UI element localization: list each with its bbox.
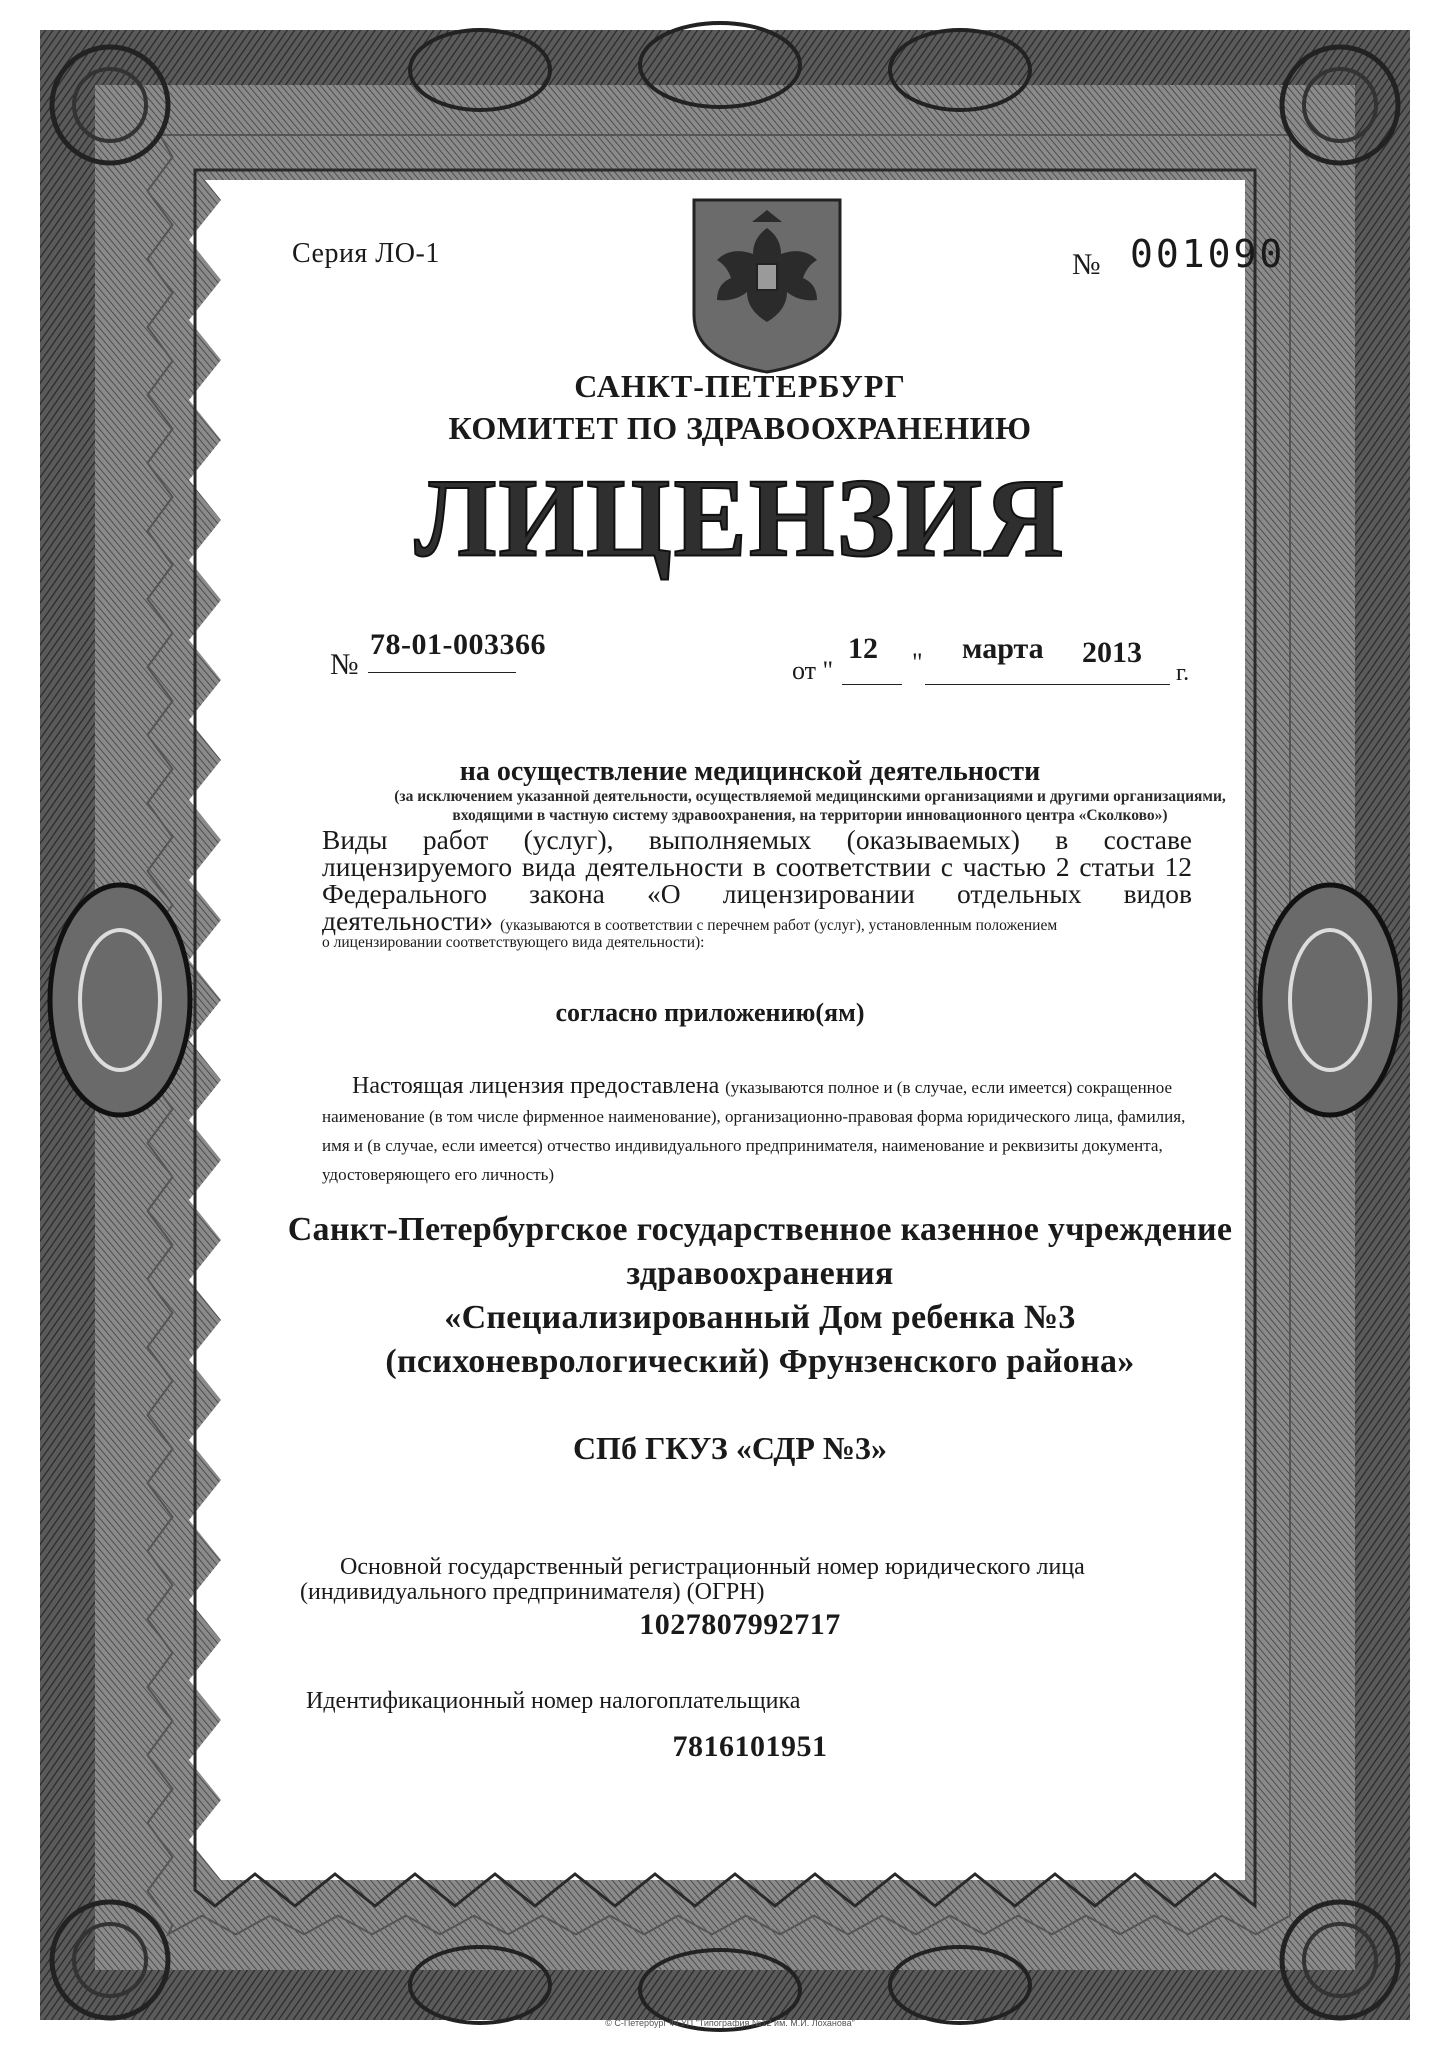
types-text: Виды работ (услуг), выполняемых (оказываемых) в составе лицензируемого вида деятельности в соответствии с частью 2 статьи 12 Федерального закона «О лицензировании отдельных видов деятельности» (322, 824, 1192, 936)
granted-note: (указываются полное и (в случае, если имеется) сокращенное наименование (в том числе фирменное наименование), организационно-правовая форма юридического лица, фамилия, имя и (в случае, если имеется) отчество индивидуального предпринимателя, наименование и реквизиты документа, удостоверяющего его личность) (322, 1078, 1186, 1184)
series-label: Серия ЛО-1 (292, 238, 440, 269)
blank-number-sign: № (1072, 248, 1101, 281)
organization-short-name: СПб ГКУЗ «СДР №3» (572, 1430, 888, 1466)
authority-city: САНКТ-ПЕТЕРБУРГ (574, 368, 906, 404)
org-line-2: здравоохранения (626, 1255, 894, 1292)
inn-value: 7816101951 (672, 1730, 828, 1763)
activity-heading: на осуществление медицинской деятельности (459, 756, 1041, 787)
date-quote-close: " (912, 648, 923, 677)
date-year: 2013 (1082, 636, 1142, 669)
authority-committee: КОМИТЕТ ПО ЗДРАВООХРАНЕНИЮ (448, 410, 1032, 446)
ogrn-label-line-2: (индивидуального предпринимателя) (ОГРН) (300, 1579, 765, 1605)
inn-label: Идентификационный номер налогоплательщика (306, 1688, 801, 1714)
types-note-a: (указываются в соответствии с перечнем работ (услуг), установленным положением (500, 917, 1058, 934)
ogrn-label-line-1: Основной государственный регистрационный номер юридического лица (340, 1554, 1085, 1580)
org-line-4: (психоневрологический) Фрунзенского района» (385, 1343, 1135, 1380)
activity-note: (за исключением указанной деятельности, осуществляемой медицинскими организациями и другими организациями, входящими в частную систему здравоохранения, на территории инновационного центра «Сколково») (394, 788, 1226, 824)
granted-lead: Настоящая лицензия предоставлена (352, 1073, 720, 1099)
organization-full-name (280, 1208, 1240, 1384)
types-note-b: о лицензировании соответствующего вида деятельности): (322, 934, 705, 951)
date-suffix: г. (1176, 660, 1190, 686)
coat-of-arms-emblem-icon (694, 200, 840, 372)
org-line-3: «Специализированный Дом ребенка №3 (444, 1299, 1076, 1336)
blank-number: 001090 (1130, 232, 1286, 276)
ogrn-label (300, 1555, 1180, 1605)
granted-to-block (322, 1072, 1192, 1188)
date-day: 12 (848, 632, 878, 665)
date-month: марта (962, 632, 1044, 665)
license-number-underline (368, 672, 516, 673)
types-of-work (322, 826, 1192, 939)
date-day-underline (842, 684, 902, 685)
printer-imprint: © С-Петербург ФГУП "Типография №12 им. М.И. Лоханова" (605, 2018, 855, 2028)
date-month-year-underline (925, 684, 1170, 685)
date-prefix: от " (792, 656, 834, 685)
document-title: ЛИЦЕНЗИЯ (414, 455, 1066, 581)
date-quote-open: " (822, 656, 834, 685)
org-line-1: Санкт-Петербургское государственное казенное учреждение (287, 1211, 1233, 1248)
ogrn-value: 1027807992717 (639, 1608, 841, 1641)
license-number-sign: № (330, 648, 359, 681)
appendix-reference: согласно приложению(ям) (555, 998, 865, 1027)
license-number: 78-01-003366 (370, 628, 546, 661)
